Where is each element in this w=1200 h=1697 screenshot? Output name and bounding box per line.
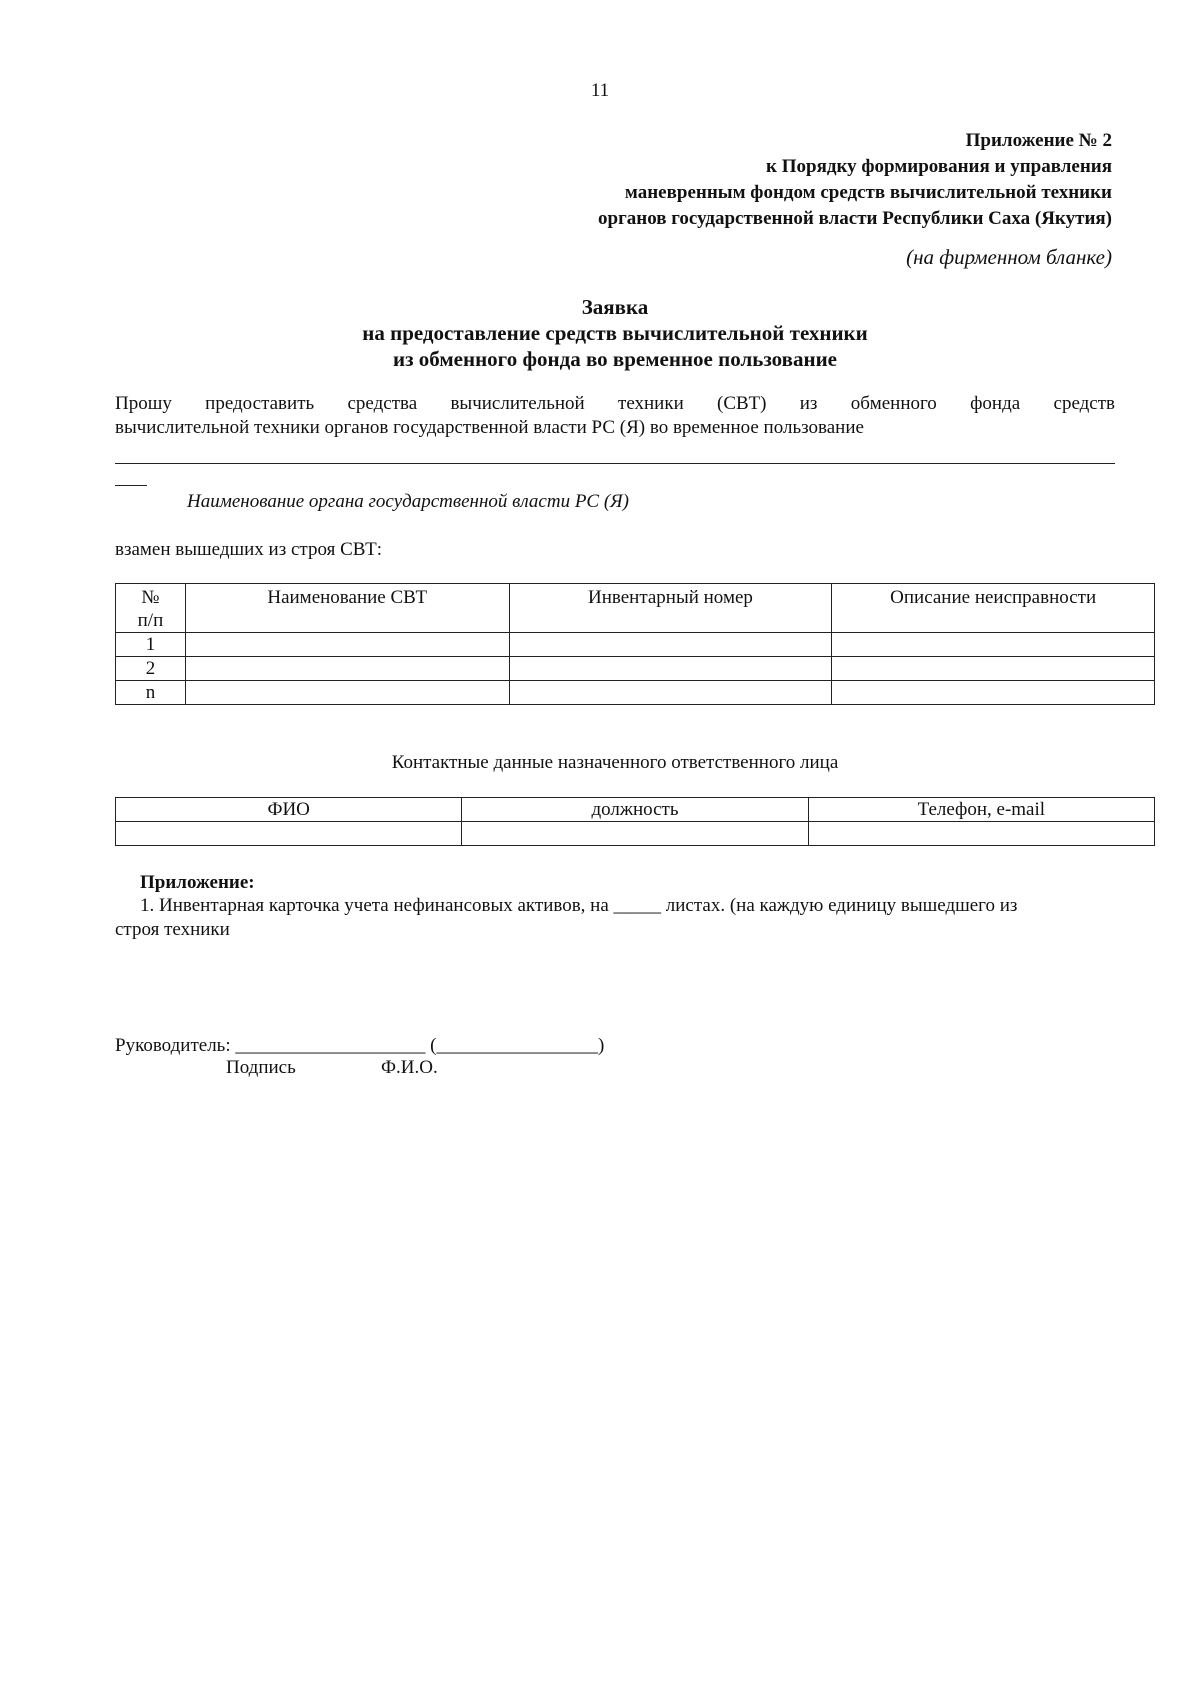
page-number: 11 (590, 80, 610, 101)
organ-name-blank-line (115, 463, 1115, 464)
equipment-name-cell[interactable] (185, 633, 509, 657)
organ-name-label: Наименование органа государственной власти РС (Я) (187, 491, 630, 512)
fault-description-cell[interactable] (832, 633, 1155, 657)
instead-text: взамен вышедших из строя СВТ: (115, 539, 383, 560)
row-number: 2 (116, 657, 186, 681)
fault-description-cell[interactable] (832, 657, 1155, 681)
row-number: n (116, 681, 186, 705)
table-row (116, 657, 1155, 681)
inventory-number-cell[interactable] (509, 681, 832, 705)
title-line-3: из обменного фонда во временное пользование (392, 347, 837, 371)
phone-email-cell[interactable] (808, 822, 1154, 846)
title-line-1: Заявка (581, 295, 649, 319)
letterhead-note: (на фирменном бланке) (906, 245, 1112, 269)
inventory-number-cell[interactable] (509, 657, 832, 681)
attachment-item-line-1: 1. Инвентарная карточка учета нефинансовых активов, на _____ листах. (на каждую единицу вышедшего из (140, 895, 1018, 916)
header-position: должность (462, 798, 808, 822)
appendix-header (598, 128, 1112, 232)
intro-line-1: Прошу предоставить средства вычислительной техники (СВТ) из обменного фонда средств (115, 393, 1115, 414)
organ-name-blank-short-line (115, 485, 147, 486)
table-row (116, 822, 1155, 846)
signature-caption: Подпись (226, 1057, 296, 1078)
equipment-name-cell[interactable] (185, 681, 509, 705)
attachment-heading: Приложение: (140, 872, 255, 893)
row-number: 1 (116, 633, 186, 657)
header-equipment-name: Наименование СВТ (185, 584, 509, 633)
contacts-table (115, 797, 1155, 846)
inventory-number-cell[interactable] (509, 633, 832, 657)
table-row (116, 633, 1155, 657)
header-number (116, 584, 186, 633)
intro-line-2: вычислительной техники органов государственной власти РС (Я) во временное пользование (115, 417, 864, 438)
header-number-line-2: п/п (137, 610, 164, 631)
equipment-table-header (116, 584, 1155, 633)
full-name-caption: Ф.И.О. (381, 1057, 438, 1078)
header-fault-description: Описание неисправности (832, 584, 1155, 633)
table-row (116, 681, 1155, 705)
header-phone-email: Телефон, e-mail (808, 798, 1154, 822)
appendix-line-4: органов государственной власти Республики Саха (Якутия) (598, 208, 1112, 229)
contacts-title: Контактные данные назначенного ответственного лица (391, 752, 839, 773)
equipment-name-cell[interactable] (185, 657, 509, 681)
appendix-line-3: маневренным фондом средств вычислительной техники (624, 182, 1112, 203)
header-full-name: ФИО (116, 798, 462, 822)
document-title (0, 294, 1200, 372)
equipment-table (115, 583, 1155, 705)
full-name-cell[interactable] (116, 822, 462, 846)
signature-line: Руководитель: ____________________ (_________________) (115, 1035, 605, 1056)
appendix-line-2: к Порядку формирования и управления (766, 156, 1112, 177)
attachment-item-line-2: строя техники (115, 919, 230, 940)
contacts-table-header (116, 798, 1155, 822)
appendix-line-1: Приложение № 2 (965, 130, 1112, 151)
position-cell[interactable] (462, 822, 808, 846)
fault-description-cell[interactable] (832, 681, 1155, 705)
title-line-2: на предоставление средств вычислительной техники (362, 321, 868, 345)
header-number-line-1: № (141, 587, 160, 608)
header-inventory-number: Инвентарный номер (509, 584, 832, 633)
